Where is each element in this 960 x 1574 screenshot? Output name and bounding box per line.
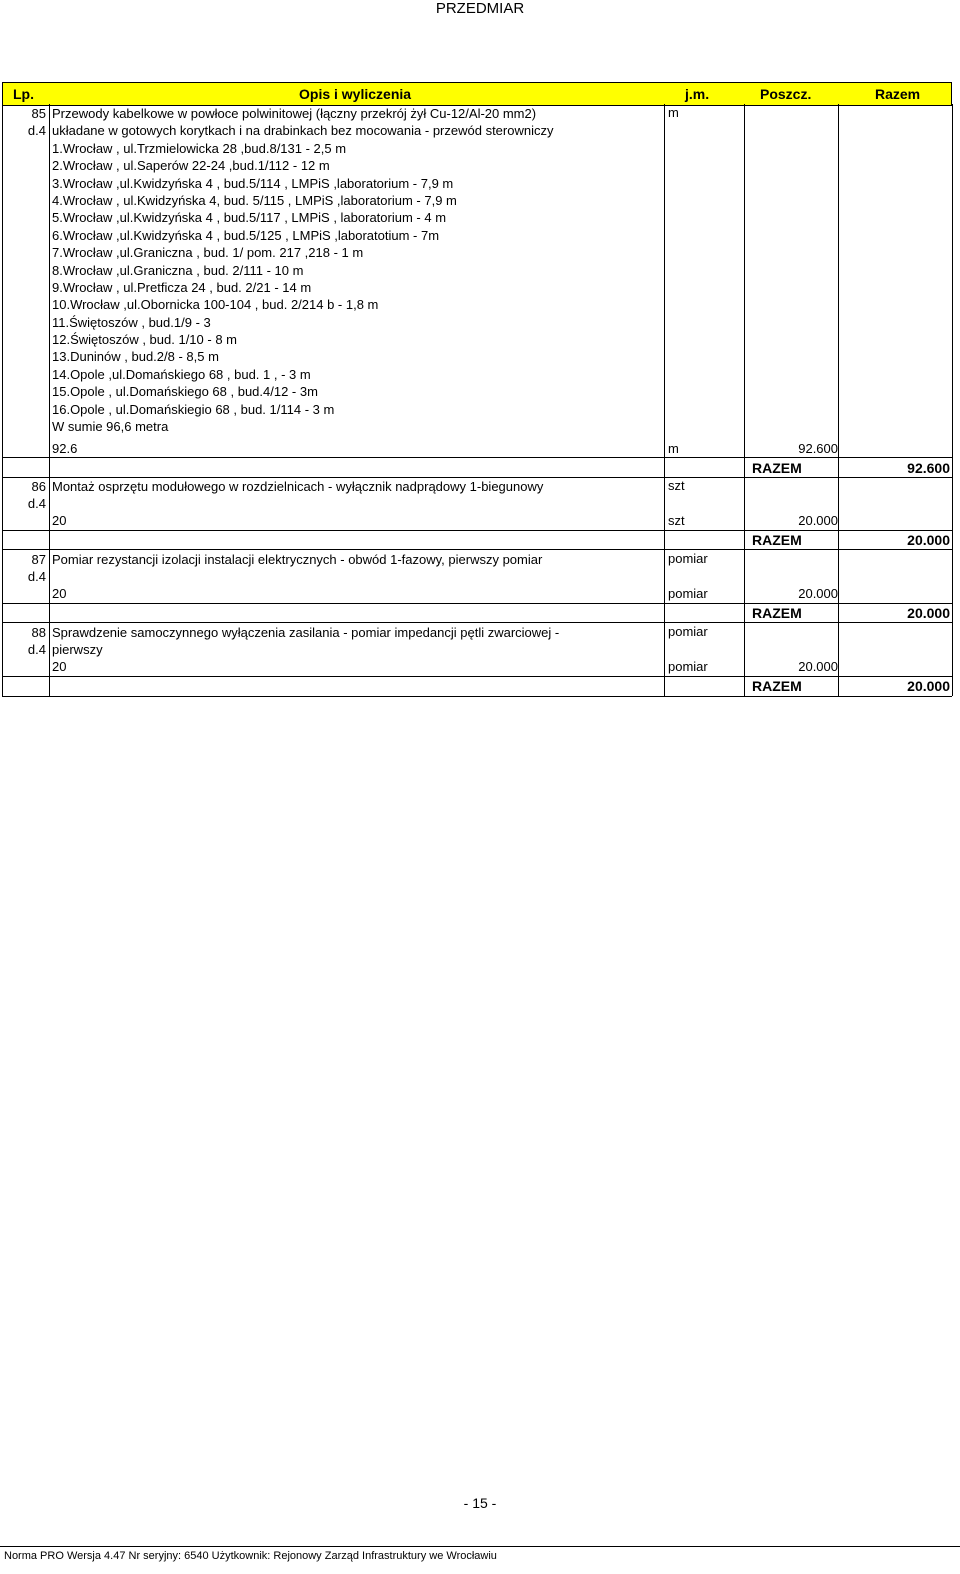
item-number: 86 bbox=[31, 479, 46, 494]
razem-label: RAZEM bbox=[752, 678, 802, 694]
razem-value: 20.000 bbox=[907, 678, 950, 694]
razem-label: RAZEM bbox=[752, 605, 802, 621]
grid-line bbox=[952, 104, 953, 696]
description-line: 2.Wrocław , ul.Saperów 22-24 ,bud.1/112 - 12 m bbox=[52, 158, 330, 174]
description-line: 4.Wrocław , ul.Kwidzyńska 4, bud. 5/115 , LMPiS ,laboratorium - 7,9 m bbox=[52, 192, 457, 208]
header-lp: Lp. bbox=[13, 86, 34, 102]
header-poszcz: Poszcz. bbox=[760, 86, 812, 102]
page-title: PRZEDMIAR bbox=[435, 0, 525, 17]
item-number: 85 bbox=[31, 106, 46, 121]
calc-value: 92.6 bbox=[52, 441, 78, 456]
footer-divider bbox=[0, 1546, 960, 1547]
description-line: 9.Wrocław , ul.Pretficza 24 , bud. 2/21 - 14 m bbox=[52, 279, 312, 295]
calc-unit: szt bbox=[668, 513, 685, 528]
item-description bbox=[52, 624, 559, 659]
calc-unit: pomiar bbox=[668, 586, 708, 601]
row-divider bbox=[2, 676, 952, 677]
row-divider bbox=[2, 622, 952, 623]
grid-line bbox=[664, 104, 665, 696]
item-code: d.4 bbox=[27, 496, 46, 511]
description-line: układane w gotowych korytkach i na drabinkach bez mocowania - przewód sterowniczy bbox=[52, 123, 554, 139]
item-description bbox=[52, 105, 553, 435]
poszcz-value: 20.000 bbox=[798, 659, 838, 674]
calc-unit: m bbox=[668, 441, 679, 456]
item-description bbox=[52, 551, 542, 568]
table-header bbox=[2, 82, 952, 106]
description-line: pierwszy bbox=[52, 642, 103, 658]
description-line: 3.Wrocław ,ul.Kwidzyńska 4 , bud.5/114 , LMPiS ,laboratorium - 7,9 m bbox=[52, 175, 454, 191]
description-line: Pomiar rezystancji izolacji instalacji elektrycznych - obwód 1-fazowy, pierwszy pomiar bbox=[52, 552, 543, 567]
grid-line bbox=[2, 104, 3, 696]
description-line: Montaż osprzętu modułowego w rozdzielnicach - wyłącznik nadprądowy 1-biegunowy bbox=[52, 479, 544, 494]
item-unit: szt bbox=[668, 478, 685, 493]
item-code: d.4 bbox=[27, 642, 46, 657]
header-jm: j.m. bbox=[685, 86, 710, 102]
row-divider bbox=[2, 549, 952, 550]
poszcz-value: 92.600 bbox=[798, 441, 838, 456]
calc-unit: pomiar bbox=[668, 659, 708, 674]
description-line: 14.Opole ,ul.Domańskiego 68 , bud. 1 , - 3 m bbox=[52, 366, 311, 382]
item-code: d.4 bbox=[27, 123, 46, 138]
header-opis: Opis i wyliczenia bbox=[299, 86, 412, 102]
description-line: 6.Wrocław ,ul.Kwidzyńska 4 , bud.5/125 , LMPiS ,laboratotium - 7m bbox=[52, 227, 440, 243]
description-line: 12.Świętoszów , bud. 1/10 - 8 m bbox=[52, 332, 237, 348]
description-line: 11.Świętoszów , bud.1/9 - 3 bbox=[52, 314, 211, 330]
item-description bbox=[52, 478, 543, 495]
grid-line bbox=[49, 104, 50, 696]
row-divider bbox=[2, 696, 952, 697]
calc-value: 20 bbox=[52, 586, 67, 601]
description-line: Przewody kabelkowe w powłoce polwinitowej (łączny przekrój żył Cu-12/Al-20 mm2) bbox=[52, 106, 537, 121]
footer-text: Norma PRO Wersja 4.47 Nr seryjny: 6540 Użytkownik: Rejonowy Zarząd Infrastruktury we Wrocławiu bbox=[4, 1550, 497, 1562]
item-code: d.4 bbox=[27, 569, 46, 584]
description-line: W sumie 96,6 metra bbox=[52, 419, 169, 435]
item-unit: m bbox=[668, 105, 679, 120]
poszcz-value: 20.000 bbox=[798, 513, 838, 528]
razem-value: 20.000 bbox=[907, 532, 950, 548]
header-razem: Razem bbox=[875, 86, 921, 102]
razem-label: RAZEM bbox=[752, 532, 802, 548]
grid-line bbox=[744, 104, 745, 696]
description-line: 15.Opole , ul.Domańskiego 68 , bud.4/12 - 3m bbox=[52, 384, 318, 400]
razem-label: RAZEM bbox=[752, 460, 802, 476]
calc-value: 20 bbox=[52, 513, 67, 528]
description-line: 7.Wrocław ,ul.Graniczna , bud. 1/ pom. 217 ,218 - 1 m bbox=[52, 245, 364, 261]
description-line: 13.Duninów , bud.2/8 - 8,5 m bbox=[52, 349, 219, 365]
description-line: 16.Opole , ul.Domańskiegio 68 , bud. 1/114 - 3 m bbox=[52, 401, 335, 417]
row-divider bbox=[2, 530, 952, 531]
row-divider bbox=[2, 457, 952, 458]
item-number: 87 bbox=[31, 552, 46, 567]
calc-value: 20 bbox=[52, 659, 67, 674]
item-unit: pomiar bbox=[668, 624, 708, 639]
item-number: 88 bbox=[31, 625, 46, 640]
page-number: - 15 - bbox=[463, 1495, 497, 1511]
description-line: 8.Wrocław ,ul.Graniczna , bud. 2/111 - 10 m bbox=[52, 262, 304, 278]
description-line: 5.Wrocław ,ul.Kwidzyńska 4 , bud.5/117 , LMPiS , laboratorium - 4 m bbox=[52, 210, 447, 226]
row-divider bbox=[2, 603, 952, 604]
description-line: 1.Wrocław , ul.Trzmielowicka 28 ,bud.8/131 - 2,5 m bbox=[52, 140, 347, 156]
description-line: 10.Wrocław ,ul.Obornicka 100-104 , bud. 2/214 b - 1,8 m bbox=[52, 297, 379, 313]
razem-value: 20.000 bbox=[907, 605, 950, 621]
item-unit: pomiar bbox=[668, 551, 708, 566]
poszcz-value: 20.000 bbox=[798, 586, 838, 601]
razem-value: 92.600 bbox=[907, 460, 950, 476]
description-line: Sprawdzenie samoczynnego wyłączenia zasilania - pomiar impedancji pętli zwarciowej - bbox=[52, 625, 560, 640]
